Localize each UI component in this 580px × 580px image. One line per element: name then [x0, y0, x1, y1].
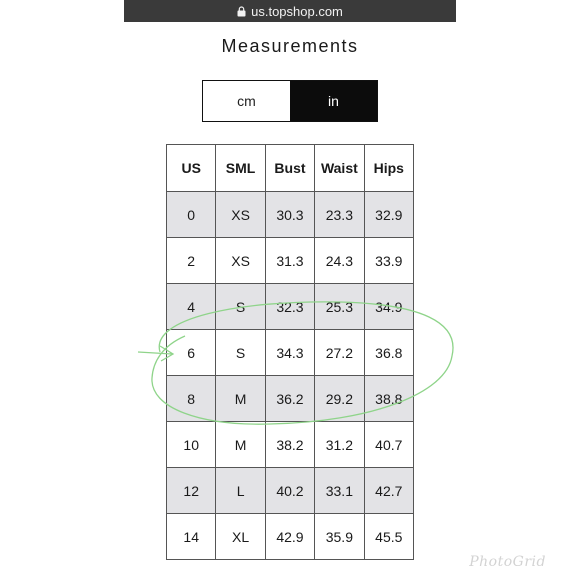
unit-toggle[interactable]: [202, 80, 378, 122]
unit-option-in[interactable]: in: [290, 81, 377, 121]
table-body: [167, 192, 414, 560]
cell-us: 8: [167, 376, 216, 422]
cell-sml: L: [216, 468, 265, 514]
table-row: [167, 238, 414, 284]
cell-us: 6: [167, 330, 216, 376]
column-header-hips: Hips: [364, 145, 413, 192]
table-row: [167, 514, 414, 560]
table-row: [167, 192, 414, 238]
unit-option-cm[interactable]: cm: [203, 81, 290, 121]
cell-waist: 29.2: [315, 376, 364, 422]
cell-hips: 45.5: [364, 514, 413, 560]
cell-bust: 42.9: [265, 514, 314, 560]
cell-waist: 35.9: [315, 514, 364, 560]
cell-sml: M: [216, 376, 265, 422]
cell-bust: 30.3: [265, 192, 314, 238]
browser-url-text: us.topshop.com: [251, 3, 343, 19]
cell-waist: 31.2: [315, 422, 364, 468]
cell-bust: 31.3: [265, 238, 314, 284]
cell-bust: 32.3: [265, 284, 314, 330]
cell-hips: 40.7: [364, 422, 413, 468]
photogrid-watermark: PhotoGrid: [469, 554, 546, 570]
cell-waist: 33.1: [315, 468, 364, 514]
column-header-sml: SML: [216, 145, 265, 192]
cell-bust: 40.2: [265, 468, 314, 514]
cell-us: 0: [167, 192, 216, 238]
cell-waist: 27.2: [315, 330, 364, 376]
cell-waist: 23.3: [315, 192, 364, 238]
cell-sml: XS: [216, 192, 265, 238]
table-row: [167, 468, 414, 514]
page-title: Measurements: [221, 36, 359, 56]
cell-waist: 24.3: [315, 238, 364, 284]
cell-sml: XS: [216, 238, 265, 284]
cell-bust: 34.3: [265, 330, 314, 376]
cell-waist: 25.3: [315, 284, 364, 330]
lock-icon: [237, 6, 246, 17]
cell-sml: M: [216, 422, 265, 468]
cell-hips: 33.9: [364, 238, 413, 284]
cell-us: 10: [167, 422, 216, 468]
cell-us: 14: [167, 514, 216, 560]
cell-us: 2: [167, 238, 216, 284]
cell-hips: 42.7: [364, 468, 413, 514]
size-chart-table: [166, 144, 414, 560]
cell-bust: 38.2: [265, 422, 314, 468]
cell-hips: 32.9: [364, 192, 413, 238]
cell-hips: 34.9: [364, 284, 413, 330]
column-header-waist: Waist: [315, 145, 364, 192]
cell-sml: S: [216, 284, 265, 330]
table-row: [167, 422, 414, 468]
cell-sml: XL: [216, 514, 265, 560]
cell-us: 12: [167, 468, 216, 514]
cell-bust: 36.2: [265, 376, 314, 422]
column-header-us: US: [167, 145, 216, 192]
cell-hips: 36.8: [364, 330, 413, 376]
table-row: [167, 330, 414, 376]
column-header-bust: Bust: [265, 145, 314, 192]
cell-sml: S: [216, 330, 265, 376]
browser-url-bar[interactable]: [124, 0, 456, 22]
table-header-row: [167, 145, 414, 192]
cell-hips: 38.8: [364, 376, 413, 422]
table-row: [167, 284, 414, 330]
cell-us: 4: [167, 284, 216, 330]
table-row: [167, 376, 414, 422]
